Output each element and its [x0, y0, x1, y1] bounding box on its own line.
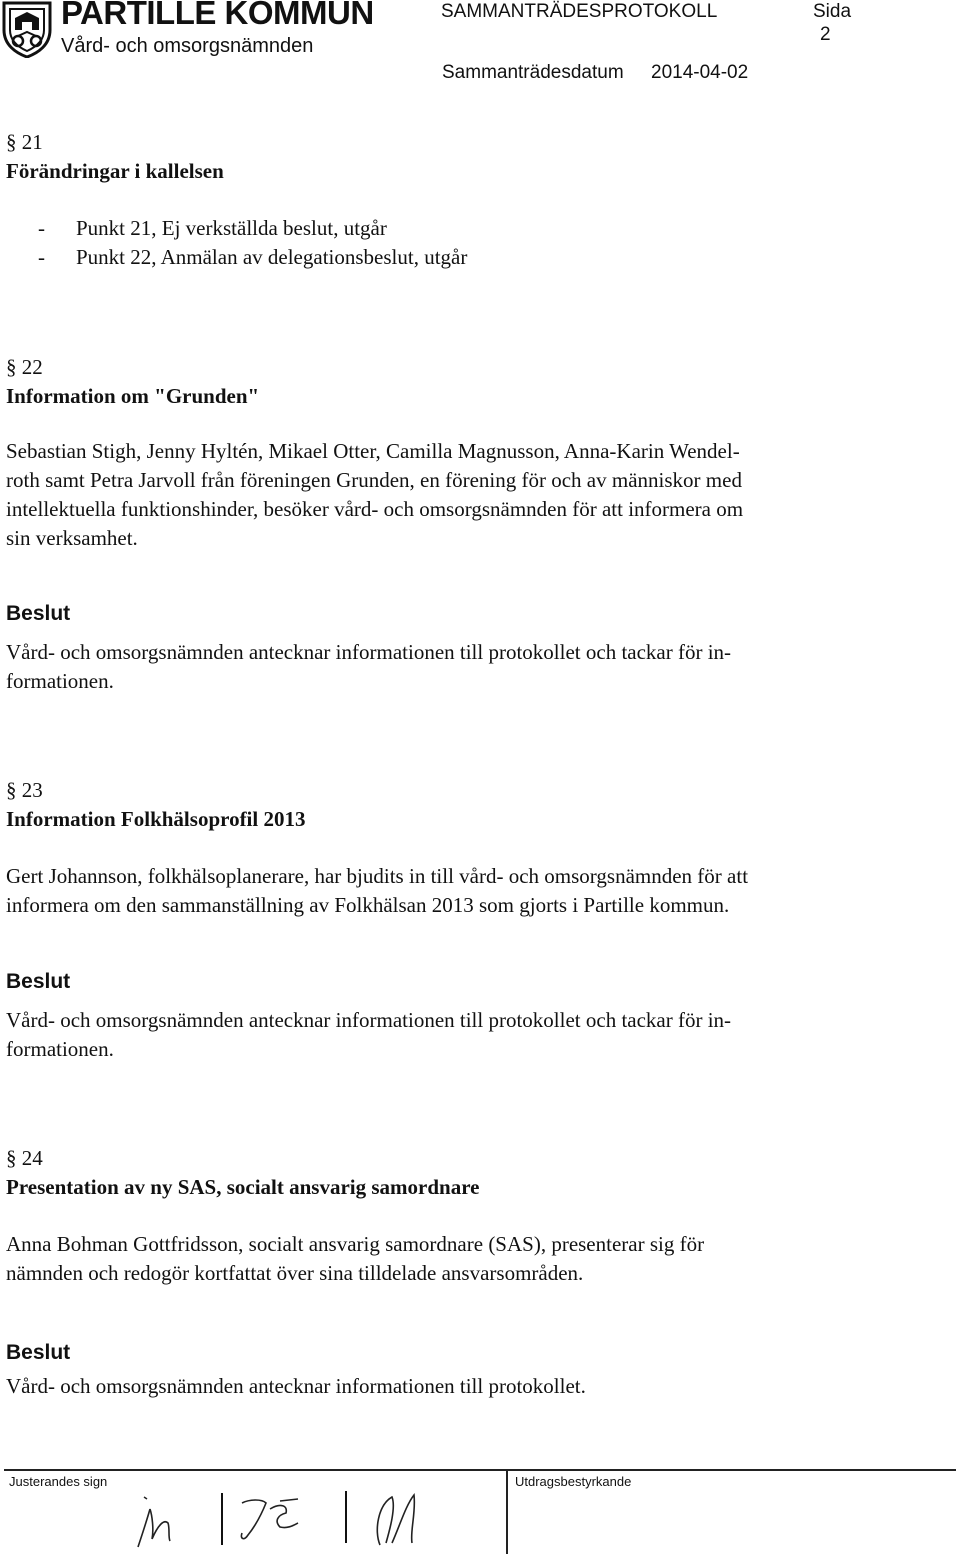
section-number: § 24	[6, 1146, 43, 1170]
meeting-date: 2014-04-02	[651, 62, 749, 83]
list-item: - Punkt 21, Ej verkställda beslut, utgår	[38, 216, 387, 240]
decision-line: Vård- och omsorgsnämnden antecknar informationen till protokollet och tackar för in-	[6, 1008, 732, 1032]
decision-line: formationen.	[6, 669, 114, 693]
body-line: roth samt Petra Jarvoll från föreningen Grunden, en förening för och av människor med	[6, 468, 742, 492]
page-number: 2	[820, 24, 831, 45]
decision-line: formationen.	[6, 1037, 114, 1061]
decision-line: Vård- och omsorgsnämnden antecknar informationen till protokollet och tackar för in-	[6, 640, 732, 664]
municipal-coat-of-arms-icon	[0, 0, 54, 58]
decision-label: Beslut	[6, 970, 71, 993]
decision-label: Beslut	[6, 602, 71, 625]
signatures-label: Justerandes sign	[9, 1474, 108, 1489]
body-line: intellektuella funktionshinder, besöker vård- och omsorgsnämnden för att informera om	[6, 497, 744, 521]
body-line: sin verksamhet.	[6, 526, 138, 550]
section-title: Information om "Grunden"	[6, 384, 260, 408]
list-item: - Punkt 22, Anmälan av delegationsbeslut, utgår	[38, 245, 468, 269]
organization-name: PARTILLE KOMMUN	[61, 0, 374, 31]
section-number: § 22	[6, 355, 43, 379]
decision-line: Vård- och omsorgsnämnden antecknar informationen till protokollet.	[6, 1374, 586, 1398]
body-line: nämnden och redogör kortfattat över sina tilldelade ansvarsområden.	[6, 1261, 584, 1285]
section-title: Förändringar i kallelsen	[6, 159, 224, 183]
body-line: Anna Bohman Gottfridsson, socialt ansvarig samordnare (SAS), presenterar sig för	[6, 1232, 705, 1256]
page-label: Sida	[813, 1, 852, 22]
document-type: SAMMANTRÄDESPROTOKOLL	[441, 1, 718, 22]
committee-name: Vård- och omsorgsnämnden	[61, 35, 314, 57]
body-line: informera om den sammanställning av Folkhälsan 2013 som gjorts i Partille kommun.	[6, 893, 730, 917]
section-title: Information Folkhälsoprofil 2013	[6, 807, 306, 831]
section-number: § 21	[6, 130, 43, 154]
section-number: § 23	[6, 778, 43, 802]
body-line: Gert Johannson, folkhälsoplanerare, har bjudits in till vård- och omsorgsnämnden för att	[6, 864, 749, 888]
signature-initials	[130, 1485, 510, 1551]
meeting-date-label: Sammanträdesdatum	[442, 62, 624, 83]
extract-label: Utdragsbestyrkande	[515, 1474, 632, 1489]
section-title: Presentation av ny SAS, socialt ansvarig samordnare	[6, 1175, 480, 1199]
footer-divider	[4, 1469, 956, 1471]
decision-label: Beslut	[6, 1341, 71, 1364]
body-line: Sebastian Stigh, Jenny Hyltén, Mikael Otter, Camilla Magnusson, Anna-Karin Wendel-	[6, 439, 740, 463]
